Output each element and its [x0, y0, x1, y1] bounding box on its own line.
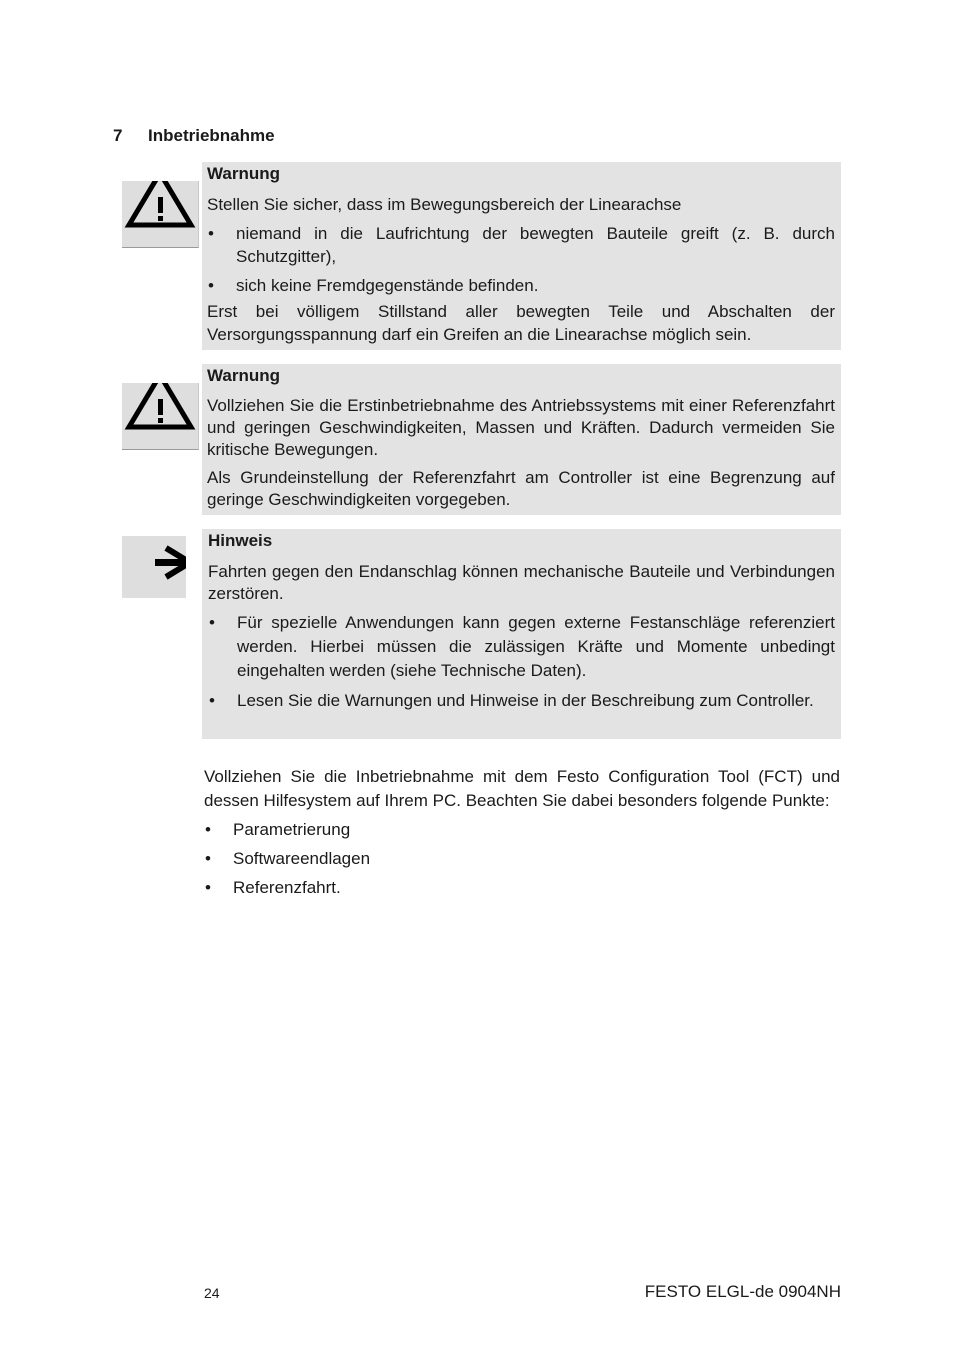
note-icon-box: [122, 536, 186, 598]
body-points: [204, 818, 840, 900]
section-number: 7: [113, 126, 123, 145]
warning-outro: Erst bei völligem Stillstand aller bewegten Teile und Abschalten der Versorgungsspannung darf ein Greifen an die Linearachse möglich sein.: [207, 302, 835, 344]
warning-title: Warnung: [207, 164, 281, 183]
warning-icon-box-2: [122, 383, 199, 450]
warning-paragraph-1: Vollziehen Sie die Erstinbetriebnahme des Antriebssystems mit einer Referenzfahrt und geringen Geschwindigkeiten, Massen und Kräften. Dadurch vermeiden Sie kritische Bewegungen.: [207, 396, 835, 459]
list-item: • Lesen Sie die Warnungen und Hinweise in der Beschreibung zum Controller.: [208, 689, 835, 713]
warning-box-2: [202, 364, 841, 515]
note-intro: Fahrten gegen den Endanschlag können mechanische Bauteile und Verbindungen zerstören.: [208, 562, 835, 603]
note-title: Hinweis: [208, 531, 273, 550]
body-section: [204, 765, 840, 900]
warning-bullets: [207, 222, 835, 297]
list-item: • sich keine Fremdgegenstände befinden.: [207, 274, 835, 297]
list-item: • Softwareendlagen: [204, 847, 840, 871]
warning-triangle-icon: [122, 383, 198, 449]
document-id: FESTO ELGL-de 0904NH: [644, 1282, 841, 1301]
warning-intro: Stellen Sie sicher, dass im Bewegungsbereich der Linearachse: [207, 195, 682, 214]
arrow-right-icon: [122, 536, 186, 598]
list-item: • Für spezielle Anwendungen kann gegen externe Festanschläge referenziert werden. Hierbei müssen die zulässigen Kräfte und Momente unbedingt eingehalten werden (siehe Technische Daten).: [208, 611, 835, 683]
page-number: 24: [204, 1285, 220, 1301]
warning-paragraph-2: Als Grundeinstellung der Referenzfahrt am Controller ist eine Begrenzung auf geringe Geschwindigkeiten vorgegeben.: [207, 468, 835, 509]
list-item: • niemand in die Laufrichtung der bewegten Bauteile greift (z. B. durch Schutzgitter),: [207, 222, 835, 268]
section-title: Inbetriebnahme: [148, 126, 275, 145]
warning-title: Warnung: [207, 366, 281, 385]
body-paragraph: Vollziehen Sie die Inbetriebnahme mit dem Festo Configuration Tool (FCT) und dessen Hilfesystem auf Ihrem PC. Beachten Sie dabei besonders folgende Punkte:: [204, 767, 840, 810]
note-box: [202, 529, 841, 739]
warning-triangle-icon: [122, 181, 198, 247]
warning-box-1: [202, 162, 841, 350]
note-bullets: [208, 611, 835, 713]
warning-icon-box-1: [122, 181, 199, 248]
list-item: • Parametrierung: [204, 818, 840, 842]
list-item: • Referenzfahrt.: [204, 876, 840, 900]
